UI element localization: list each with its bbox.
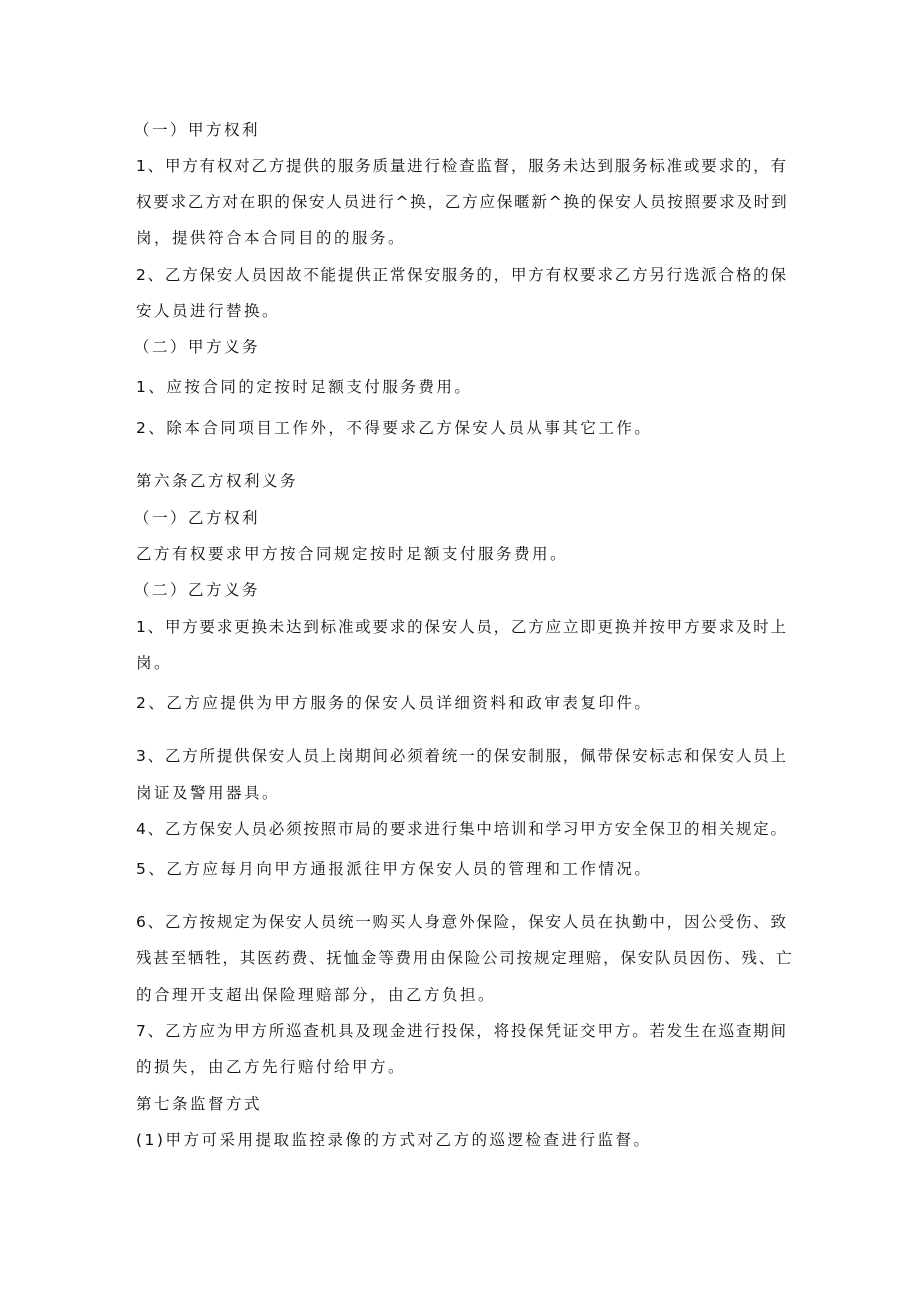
paragraph-line: 2、乙方应提供为甲方服务的保安人员详细资料和政审表复印件。	[136, 694, 653, 712]
paragraph-line: 5、乙方应每月向甲方通报派往甲方保安人员的管理和工作情况。	[136, 860, 653, 878]
paragraph-line: 的损失，由乙方先行赔付给甲方。	[136, 1058, 407, 1076]
paragraph-line: (1)甲方可采用提取监控录像的方式对乙方的巡逻检查进行监督。	[136, 1131, 652, 1149]
paragraph-line: 岗，提供符合本合同目的的服务。	[136, 229, 407, 247]
paragraph-line: 7、乙方应为甲方所巡查机具及现金进行投保，将投保凭证交甲方。若发生在巡查期间	[136, 1022, 788, 1040]
paragraph-line: 安人员进行替换。	[136, 302, 281, 320]
paragraph-line: 岗。	[136, 654, 173, 672]
article-6-title: 第六条乙方权利义务	[136, 472, 299, 490]
heading-party-b-obligations: （二）乙方义务	[134, 581, 261, 599]
paragraph-line: 1、甲方有权对乙方提供的服务质量进行检查监督，服务未达到服务标准或要求的，有	[136, 157, 788, 175]
paragraph-line: 岗证及警用器具。	[136, 784, 281, 802]
heading-party-a-rights: （一）甲方权利	[134, 121, 261, 139]
paragraph-line: 乙方有权要求甲方按合同规定按时足额支付服务费用。	[136, 545, 569, 563]
paragraph-line: 2、除本合同项目工作外，不得要求乙方保安人员从事其它工作。	[136, 419, 653, 437]
paragraph-line: 残甚至牺牲，其医药费、抚恤金等费用由保险公司按规定理赔，保安队员因伤、残、亡	[136, 949, 794, 967]
paragraph-line: 3、乙方所提供保安人员上岗期间必须着统一的保安制服，佩带保安标志和保安人员上	[136, 747, 788, 765]
paragraph-line: 1、应按合同的定按时足额支付服务费用。	[136, 378, 473, 396]
paragraph-line: 2、乙方保安人员因故不能提供正常保安服务的，甲方有权要求乙方另行选派合格的保	[136, 266, 788, 284]
paragraph-line: 4、乙方保安人员必须按照市局的要求进行集中培训和学习甲方安全保卫的相关规定。	[136, 820, 788, 838]
paragraph-line: 的合理开支超出保险理赔部分，由乙方负担。	[136, 986, 497, 1004]
heading-party-a-obligations: （二）甲方义务	[134, 338, 261, 356]
paragraph-line: 权要求乙方对在职的保安人员进行^换，乙方应保暱新^换的保安人员按照要求及时到	[136, 193, 789, 211]
paragraph-line: 6、乙方按规定为保安人员统一购买人身意外保险，保安人员在执勤中，因公受伤、致	[136, 913, 788, 931]
article-7-title: 第七条监督方式	[136, 1095, 263, 1113]
paragraph-line: 1、甲方要求更换未达到标准或要求的保安人员，乙方应立即更换并按甲方要求及时上	[136, 618, 788, 636]
heading-party-b-rights: （一）乙方权利	[134, 509, 261, 527]
